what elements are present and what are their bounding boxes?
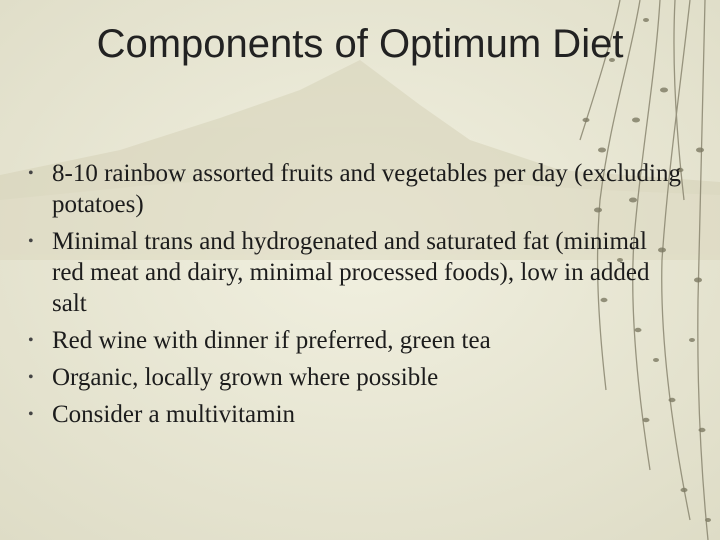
bullet-text: Organic, locally grown where possible bbox=[52, 364, 439, 391]
bullet-item bbox=[24, 399, 704, 430]
bullet-text: Consider a multivitamin bbox=[52, 401, 296, 428]
bullet-text: Minimal trans and hydrogenated and saturated fat (minimal red meat and dairy, minimal processed foods), low in added salt bbox=[52, 228, 650, 317]
bullet-item bbox=[24, 325, 704, 356]
bullet-item bbox=[24, 226, 704, 319]
bullet-text: 8-10 rainbow assorted fruits and vegetables per day (excluding potatoes) bbox=[52, 160, 681, 218]
bullet-text: Red wine with dinner if preferred, green tea bbox=[52, 327, 491, 354]
bullet-list bbox=[24, 158, 704, 436]
bullet-dot-icon: • bbox=[28, 406, 34, 423]
bullet-item bbox=[24, 158, 704, 220]
bullet-item bbox=[24, 362, 704, 393]
bullet-dot-icon: • bbox=[28, 332, 34, 349]
slide-title: Components of Optimum Diet bbox=[96, 22, 624, 66]
bullet-dot-icon: • bbox=[28, 233, 34, 250]
bullet-dot-icon: • bbox=[28, 369, 34, 386]
bullet-dot-icon: • bbox=[28, 165, 34, 182]
